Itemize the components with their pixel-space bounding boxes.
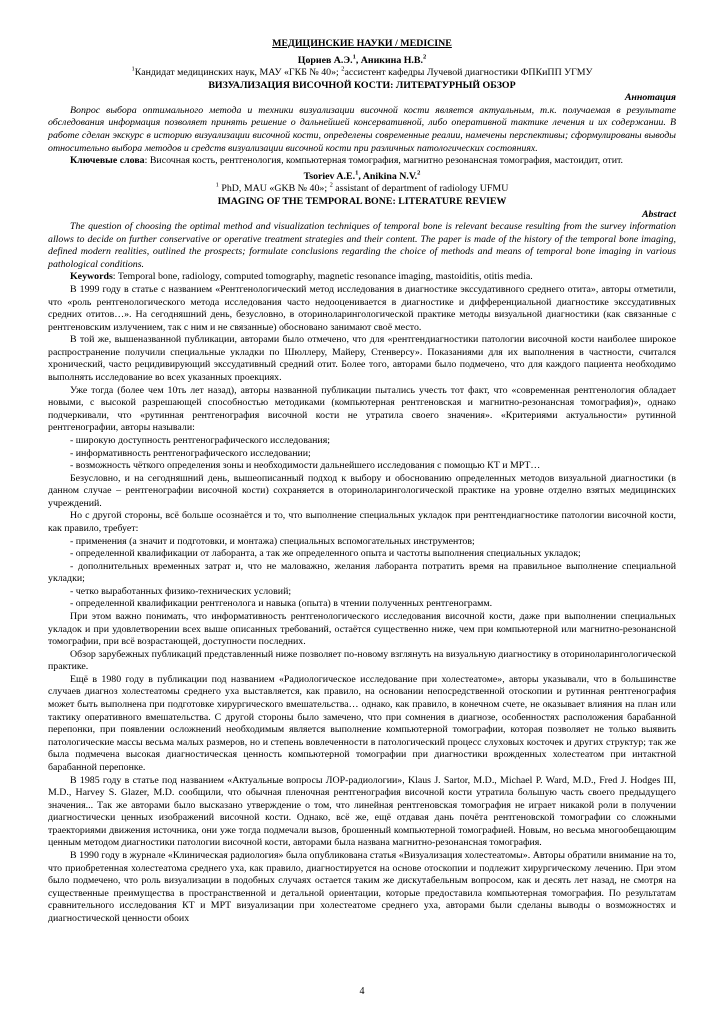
ru-abstract-label: Аннотация	[624, 92, 676, 104]
en-abstract: The question of choosing the optimal method and visualization techniques of temporal bone is relevant because resulting from the survey information allows to decide on further conservative or operative treatment strategies and their content. The paper is made of the history of the temporal bone imaging, defined modern realities, outlined the prospects; formulate conclusions regarding the choice of methods and means of temporal bone imaging in various pathological conditions.	[48, 221, 676, 270]
paragraph: Ещё в 1980 году в публикации под названием «Радиологическое исследование при холестеатоме», авторы указывали, что в большинстве случаев диагноз холестеатомы среднего уха выставляется, как правило, на основании непосредственной отоскопии и рутинная рентгенография может быть выполнена при подготовке хирургического вмешательства… однако, как правило, в конечном счете, не оказывает влияния на план или тактику оперативного вмешательства. С другой стороны было замечено, что при сомнения в диагнозе, особенностях расположения барабанной перепонки, при появлении осложнений необходимым является выполнение компьютерной томографии, которая позволяет не только выявить патологические массы весьма малых размеров, но и степень вовлеченности в патологический процесс слуховых косточек и других структур; так же была подмечена высокая диагностическая ценность компьютерной томографии при диагностики врожденных холестеатом при интактной барабанной перепонке.	[48, 673, 676, 773]
paragraph: В той же, вышеназванной публикации, авторами было отмечено, что для «рентгендиагностики патологии височной кости наиболее широкое распространение получили специальные укладки по Шюллеру, Майеру, Стенверсу». Показаниями для их выполнения в частности, считался хронический, часто рецидивирующий экссудативный средний отит. Более того, авторами было подмечено, что для каждого пациента необходимо выполнять исследование во всех указанных проекциях.	[48, 334, 676, 384]
list-item: - широкую доступность рентгенографического исследования;	[70, 434, 330, 446]
paragraph: В 1985 году в статье под названием «Актуальные вопросы ЛОР-радиологии», Klaus J. Sartor, M.D., Michael P. Ward, M.D., Fred J. Hodges III, M.D., Harvey S. Glazer, M.D. сообщили, что обычная пленочная рентгенография височной кости утратила большую часть своего предыдущего значения... Так же авторами было высказано утверждение о том, что линейная рентгеновская томография не играет никакой роли в получении диагностически ценных изображений височной кости. Однако, всё же, ещё отдавая дань почёта рентгеновской томографии со сложными траекториями движения источника, они уже тогда подмечали вызов, брошенный компьютерной томографией. Новым, но весьма многообещающим ценным методом диагностики патологии височной кости, авторами была названа магнитно-резонансная томография.	[48, 774, 676, 849]
en-keywords: Keywords: Temporal bone, radiology, computed tomography, magnetic resonance imaging, mastoiditis, otitis media.	[70, 271, 533, 283]
paragraph: Уже тогда (более чем 10ть лет назад), авторы названной публикации пытались учесть тот факт, что «современная рентгенология обладает новыми, с высокой разрешающей способностью методиками (компьютерная рентгеновская и магнитно-резонансная томография)», однако подчеркивали, что «рутинная рентгенография височной кости не утратила своего значения». «Критериями актуальности» рутинной рентгенографии, авторы называли:	[48, 384, 676, 434]
list-item: - применения (а значит и подготовки, и монтажа) специальных вспомогательных инструментов;	[70, 535, 475, 547]
ru-affiliation: $^1$Кандидат медицинских наук, МАУ «ГКБ № 40»; $^2$ассистент кафедры Лучевой диагностики ФПКиПП УГМУ	[131, 65, 593, 79]
paragraph: Безусловно, и на сегодняшний день, вышеописанный подход к выбору и обоснованию определенных методов визуальной диагностики (в данном случае – рентгенографии височной кости) сохраняется в оториноларингологической практике на уровне отделно взятых медицинских учреждений.	[48, 472, 676, 509]
paragraph: Обзор зарубежных публикаций представленный ниже позволяет по-новому взглянуть на визуальную диагностику в оториноларингологической практике.	[48, 648, 677, 673]
list-item: - четко выработанных физико-технических условий;	[70, 585, 292, 597]
en-title: IMAGING OF THE TEMPORAL BONE: LITERATURE REVIEW	[217, 195, 507, 207]
paragraph: В 1990 году в журнале «Клиническая радиология» была опубликована статья «Визуализация холестеатомы». Авторы обратили внимание на то, что приобретенная холестеатома среднего уха, как правило, диагностируется на основе отоскопии и подлежит хирургическому лечению. При этом было подмечено, что роль визуализации в подобных случаях остается таким же дискутабельным вопросом, как и десять лет назад, не смотря на существенные преимущества в пространственной и детальной ориентации, которые предоставила компьютерная томография. По результатам сравнительного исследования КТ и МРТ визуализации при холестеатоме среднего уха, авторами были сделаны выводы о возможностях и диагностической ценности обоих	[48, 850, 676, 924]
en-authors: Tsoriev A.E.$^1$, Anikina N.V.$^2$	[303, 169, 421, 182]
ru-keywords: Ключевые слова: Височная кость, рентгенология, компьютерная томография, магнитно резонансная томография, мастоидит, отит.	[70, 155, 624, 167]
body-text	[48, 284, 676, 925]
list-item: - определенной квалификации рентгенолога и навыка (опыта) в чтении полученных рентгенограмм.	[70, 598, 493, 610]
ru-title: ВИЗУАЛИЗАЦИЯ ВИСОЧНОЙ КОСТИ: ЛИТЕРАТУРНЫЙ ОБЗОР	[208, 79, 516, 91]
ru-abstract: Вопрос выбора оптимального метода и техники визуализации височной кости является актуальным, т.к. получаемая в результате обследования информация позволяет принять решение о дальнейшей консервативной, либо оперативной тактике лечения и их содержании. В работе сделан экскурс в историю визуализации височной кости, определены современные реалии, намечены перспективы; сформулированы выводы относительно выбора методов и средств визуализации височной кости при различных патологических состояниях.	[48, 104, 676, 154]
paragraph: Но с другой стороны, всё больше осознаётся и то, что выполнение специальных укладок при рентгендиагностике патологии височной кости, как правило, требует:	[48, 510, 676, 534]
section-heading: МЕДИЦИНСКИЕ НАУКИ / MEDICINE	[272, 38, 452, 49]
ru-authors: Цориев А.Э.$^1$, Аникина Н.В.$^2$	[297, 53, 427, 66]
paragraph: При этом важно понимать, что информативность рентгенологического исследования височной кости, даже при выполнении специальных укладок и при удовлетворении всех выше описанных требований, остаётся существенно ниже, чем при компьютерной или магнитно-резонансной томографии, при всё возрастающей, доступности последних.	[48, 611, 676, 648]
list-item: - дополнительных временных затрат и, что не маловажно, желания лаборанта потратить время на правильное выполнение специальной укладки;	[48, 560, 676, 585]
list-item: - возможность чёткого определения зоны и необходимости дальнейшего исследования с помощью КТ и МРТ…	[70, 460, 541, 472]
en-affiliation: $^1$ PhD, MAU «GKB № 40»; $^2$ assistant of department of radiology UFMU	[215, 182, 509, 195]
en-abstract-label: Abstract	[641, 208, 676, 220]
page-number: 4	[359, 986, 365, 997]
list-item: - определенной квалификации от лаборанта, а так же определенного опыта и частоты выполнения специальных укладок;	[70, 548, 581, 560]
list-item: - информативность рентгенографического исследовании;	[70, 447, 311, 459]
paragraph: В 1999 году в статье с названием «Рентгенологический метод исследования в диагностике экссудативного среднего отита», авторы отметили, что «роль рентгенологического метода исследования часто недооценивается в диагностике и дифференциальной диагностике экссудативных средних отитов…». На сегодняшний день, безусловно, в оториноларингологической практике методы визуальной диагностики (как связанные с рентгеновским излучением, так с ним и не связанные) обосновано занимают своё место.	[48, 283, 676, 333]
